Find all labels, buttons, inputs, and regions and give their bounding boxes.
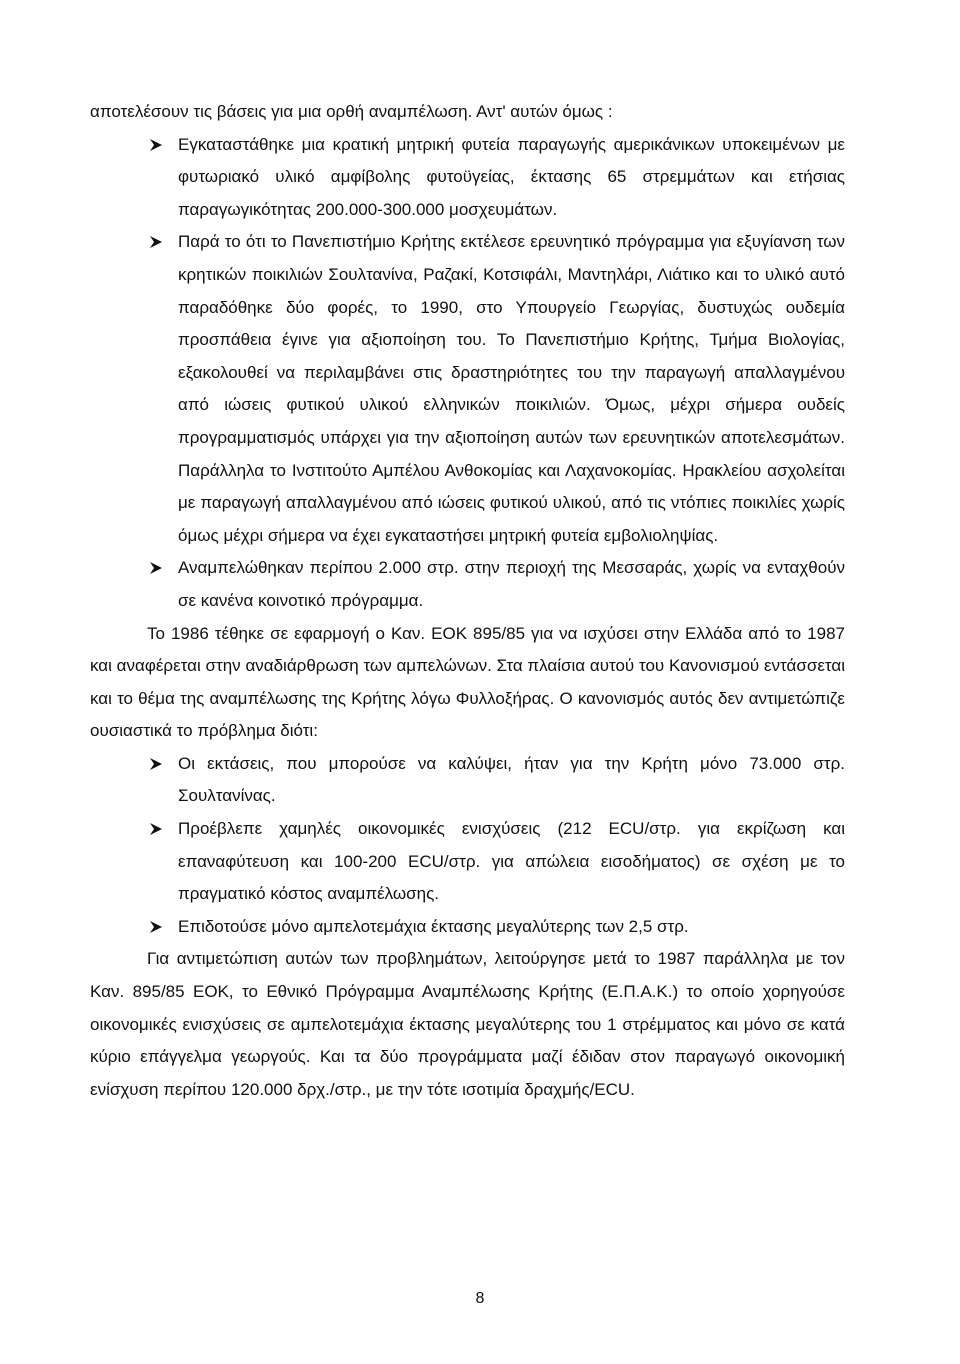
bullet-list-1: [90, 129, 845, 618]
arrowhead-bullet-icon: [148, 138, 164, 152]
body-paragraph-2: Για αντιμετώπιση αυτών των προβλημάτων, λειτούργησε μετά το 1987 παράλληλα με τον Καν. 895/85 ΕΟΚ, το Εθνικό Πρόγραμμα Αναμπέλωσης Κρήτης (Ε.Π.Α.Κ.) το οποίο χορηγούσε οικονομικές ενισχύσεις σε αμπελοτεμάχια έκτασης μεγαλύτερης του 1 στρέμματος και μόνο σε κατά κύριο επάγγελμα γεωργούς. Και τα δύο προγράμματα μαζί έδιδαν στον παραγωγό οικονομική ενίσχυση περίπου 120.000 δρχ./στρ., με την τότε ισοτιμία δραχμής/ECU.: [90, 949, 845, 1099]
document-page: [90, 96, 845, 1106]
list-item-text: Εγκαταστάθηκε μια κρατική μητρική φυτεία παραγωγής αμερικάνικων υποκειμένων με φυτωριακό υλικό αμφίβολης φυτοϋγείας, έκτασης 65 στρεμμάτων και ετήσιας παραγωγικότητας 200.000-300.000 μοσχευμάτων.: [178, 134, 845, 219]
intro-line: αποτελέσουν τις βάσεις για μια ορθή αναμπέλωση. Αντ' αυτών όμως :: [90, 102, 613, 121]
arrowhead-bullet-icon: [148, 920, 164, 934]
bullet-list-2: [90, 748, 845, 944]
list-item-text: Παρά το ότι το Πανεπιστήμιο Κρήτης εκτέλεσε ερευνητικό πρόγραμμα για εξυγίανση των κρητικών ποικιλιών Σουλτανίνα, Ραζακί, Κοτσιφάλι, Μαντηλάρι, Λιάτικο και το υλικό αυτό παραδόθηκε δύο φορές, το 1990, στο Υπουργείο Γεωργίας, δυστυχώς ουδεμία προσπάθεια έγινε για αξιοποίηση του. Το Πανεπιστήμιο Κρήτης, Τμήμα Βιολογίας, εξακολουθεί να περιλαμβάνει στις δραστηριότητες του την παραγωγή απαλλαγμένου από ιώσεις φυτικού υλικού ελληνικών ποικιλιών. Όμως, μέχρι σήμερα ουδείς προγραμματισμός υπάρχει για την αξιοποίηση αυτών των ερευνητικών αποτελεσμάτων. Παράλληλα το Ινστιτούτο Αμπέλου Ανθοκομίας και Λαχανοκομίας. Ηρακλείου ασχολείται με παραγωγή απαλλαγμένου από ιώσεις φυτικού υλικού, από τις ντόπιες ποικιλίες χωρίς όμως μέχρι σήμερα να έχει εγκαταστήσει μητρική φυτεία εμβολιοληψίας.: [178, 232, 845, 545]
list-item: [90, 813, 845, 911]
arrowhead-bullet-icon: [148, 822, 164, 836]
arrowhead-bullet-icon: [148, 561, 164, 575]
list-item: [90, 552, 845, 617]
arrowhead-bullet-icon: [148, 235, 164, 249]
body-paragraph-1: Το 1986 τέθηκε σε εφαρμογή ο Καν. ΕΟΚ 895/85 για να ισχύσει στην Ελλάδα από το 1987 και αναφέρεται στην αναδιάρθρωση των αμπελώνων. Στα πλαίσια αυτού του Κανονισμού εντάσσεται και το θέμα της αναμπέλωσης της Κρήτης λόγω Φυλλοξήρας. Ο κανονισμός αυτός δεν αντιμετώπιζε ουσιαστικά το πρόβλημα διότι:: [90, 623, 845, 741]
arrowhead-bullet-icon: [148, 757, 164, 771]
list-item: [90, 226, 845, 552]
list-item-text: Αναμπελώθηκαν περίπου 2.000 στρ. στην περιοχή της Μεσσαράς, χωρίς να ενταχθούν σε κανένα κοινοτικό πρόγραμμα.: [178, 558, 845, 610]
list-item: [90, 129, 845, 227]
list-item: [90, 748, 845, 813]
list-item-text: Προέβλεπε χαμηλές οικονομικές ενισχύσεις (212 ECU/στρ. για εκρίζωση και επαναφύτευση και 100-200 ECU/στρ. για απώλεια εισοδήματος) σε σχέση με το πραγματικό κόστος αναμπέλωσης.: [178, 819, 845, 904]
page-number: 8: [475, 1290, 485, 1307]
list-item: [90, 911, 845, 944]
list-item-text: Οι εκτάσεις, που μπορούσε να καλύψει, ήταν για την Κρήτη μόνο 73.000 στρ. Σουλτανίνας.: [178, 753, 845, 806]
list-item-text: Επιδοτούσε μόνο αμπελοτεμάχια έκτασης μεγαλύτερης των 2,5 στρ.: [178, 916, 689, 936]
